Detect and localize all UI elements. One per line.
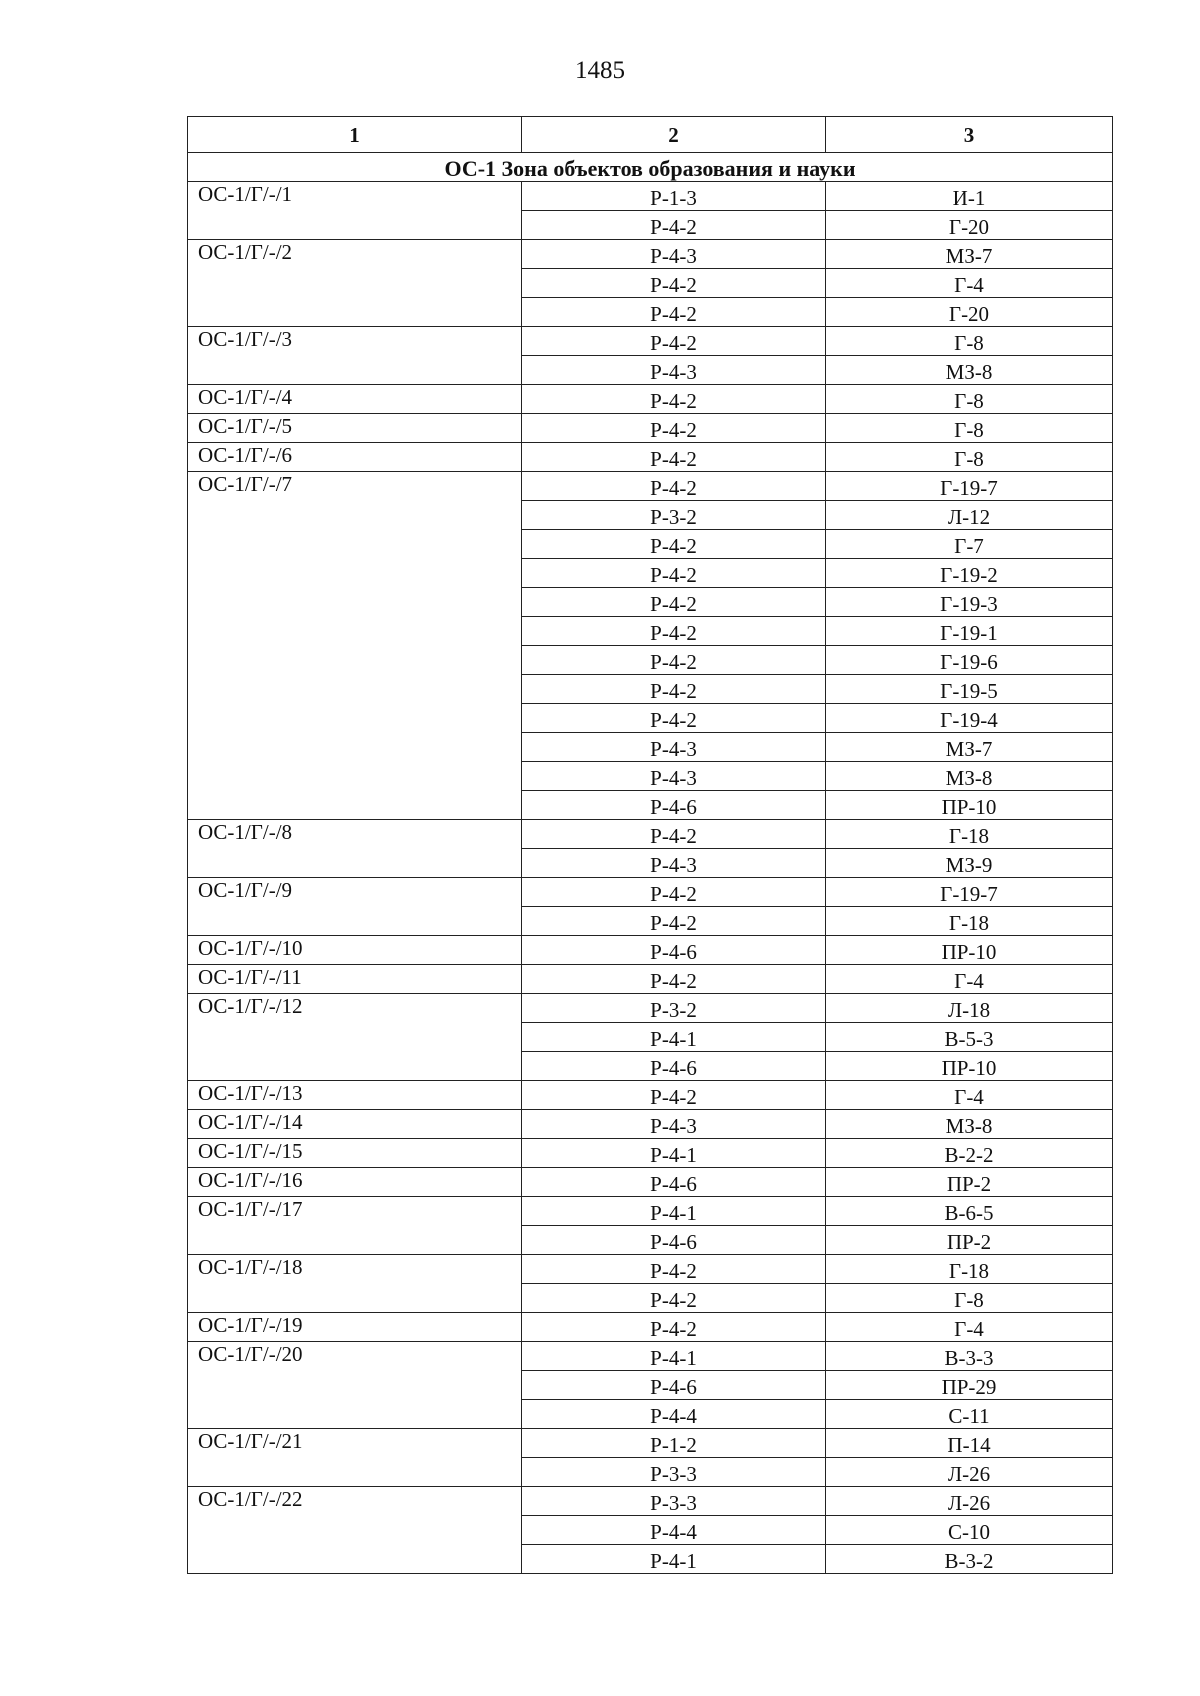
regulation-code-cell: Р-4-1 bbox=[522, 1139, 826, 1168]
object-code-cell: Л-26 bbox=[826, 1487, 1113, 1516]
object-code-cell: Г-19-7 bbox=[826, 472, 1113, 501]
zone-table bbox=[187, 116, 1113, 1574]
table-row bbox=[188, 240, 1113, 269]
table-row bbox=[188, 1081, 1113, 1110]
regulation-code-cell: Р-1-2 bbox=[522, 1429, 826, 1458]
regulation-code-cell: Р-4-2 bbox=[522, 269, 826, 298]
regulation-code-cell: Р-4-2 bbox=[522, 559, 826, 588]
regulation-code-cell: Р-4-6 bbox=[522, 1168, 826, 1197]
zone-code-cell: ОС-1/Г/-/6 bbox=[188, 443, 522, 472]
table-row bbox=[188, 443, 1113, 472]
regulation-code-cell: Р-4-2 bbox=[522, 646, 826, 675]
table-row bbox=[188, 1342, 1113, 1371]
zone-code-cell: ОС-1/Г/-/4 bbox=[188, 385, 522, 414]
object-code-cell: Г-19-7 bbox=[826, 878, 1113, 907]
column-header-3: 3 bbox=[826, 117, 1113, 153]
section-title: ОС-1 Зона объектов образования и науки bbox=[188, 153, 1113, 182]
regulation-code-cell: Р-4-4 bbox=[522, 1400, 826, 1429]
regulation-code-cell: Р-4-3 bbox=[522, 1110, 826, 1139]
regulation-code-cell: Р-4-1 bbox=[522, 1545, 826, 1574]
object-code-cell: Г-8 bbox=[826, 1284, 1113, 1313]
object-code-cell: Г-19-6 bbox=[826, 646, 1113, 675]
regulation-code-cell: Р-4-2 bbox=[522, 1081, 826, 1110]
table-row bbox=[188, 1313, 1113, 1342]
table-row bbox=[188, 1110, 1113, 1139]
object-code-cell: С-11 bbox=[826, 1400, 1113, 1429]
regulation-code-cell: Р-4-2 bbox=[522, 675, 826, 704]
object-code-cell: Л-18 bbox=[826, 994, 1113, 1023]
table-row bbox=[188, 1168, 1113, 1197]
object-code-cell: Г-4 bbox=[826, 1081, 1113, 1110]
regulation-code-cell: Р-4-2 bbox=[522, 385, 826, 414]
regulation-code-cell: Р-4-6 bbox=[522, 936, 826, 965]
regulation-code-cell: Р-3-3 bbox=[522, 1458, 826, 1487]
object-code-cell: Г-20 bbox=[826, 211, 1113, 240]
regulation-code-cell: Р-4-2 bbox=[522, 472, 826, 501]
zone-code-cell: ОС-1/Г/-/19 bbox=[188, 1313, 522, 1342]
zone-code-cell: ОС-1/Г/-/15 bbox=[188, 1139, 522, 1168]
zone-code-cell: ОС-1/Г/-/11 bbox=[188, 965, 522, 994]
regulation-code-cell: Р-4-6 bbox=[522, 1371, 826, 1400]
object-code-cell: ПР-2 bbox=[826, 1168, 1113, 1197]
object-code-cell: П-14 bbox=[826, 1429, 1113, 1458]
regulation-code-cell: Р-4-2 bbox=[522, 878, 826, 907]
regulation-code-cell: Р-4-2 bbox=[522, 530, 826, 559]
regulation-code-cell: Р-4-2 bbox=[522, 820, 826, 849]
page-number: 1485 bbox=[575, 57, 625, 84]
object-code-cell: В-2-2 bbox=[826, 1139, 1113, 1168]
object-code-cell: ПР-10 bbox=[826, 1052, 1113, 1081]
regulation-code-cell: Р-3-2 bbox=[522, 501, 826, 530]
object-code-cell: Л-12 bbox=[826, 501, 1113, 530]
object-code-cell: Г-4 bbox=[826, 965, 1113, 994]
regulation-code-cell: Р-4-2 bbox=[522, 1255, 826, 1284]
table-row bbox=[188, 1139, 1113, 1168]
regulation-code-cell: Р-4-3 bbox=[522, 240, 826, 269]
regulation-code-cell: Р-3-2 bbox=[522, 994, 826, 1023]
column-header-1: 1 bbox=[188, 117, 522, 153]
zone-code-cell: ОС-1/Г/-/12 bbox=[188, 994, 522, 1081]
table-row bbox=[188, 1197, 1113, 1226]
object-code-cell: Г-19-5 bbox=[826, 675, 1113, 704]
zone-code-cell: ОС-1/Г/-/14 bbox=[188, 1110, 522, 1139]
regulation-code-cell: Р-4-2 bbox=[522, 588, 826, 617]
table-row bbox=[188, 1255, 1113, 1284]
header-row bbox=[188, 117, 1113, 153]
table-row bbox=[188, 965, 1113, 994]
zone-code-cell: ОС-1/Г/-/17 bbox=[188, 1197, 522, 1255]
table-row bbox=[188, 182, 1113, 211]
table-row bbox=[188, 385, 1113, 414]
zone-code-cell: ОС-1/Г/-/20 bbox=[188, 1342, 522, 1429]
zone-code-cell: ОС-1/Г/-/21 bbox=[188, 1429, 522, 1487]
object-code-cell: Г-8 bbox=[826, 385, 1113, 414]
section-row bbox=[188, 153, 1113, 182]
regulation-code-cell: Р-4-6 bbox=[522, 1052, 826, 1081]
object-code-cell: Г-4 bbox=[826, 1313, 1113, 1342]
object-code-cell: МЗ-8 bbox=[826, 356, 1113, 385]
zone-code-cell: ОС-1/Г/-/22 bbox=[188, 1487, 522, 1574]
zone-code-cell: ОС-1/Г/-/2 bbox=[188, 240, 522, 327]
column-header-2: 2 bbox=[522, 117, 826, 153]
regulation-code-cell: Р-4-1 bbox=[522, 1342, 826, 1371]
zone-code-cell: ОС-1/Г/-/3 bbox=[188, 327, 522, 385]
regulation-code-cell: Р-4-2 bbox=[522, 443, 826, 472]
object-code-cell: Г-18 bbox=[826, 1255, 1113, 1284]
regulation-code-cell: Р-4-2 bbox=[522, 327, 826, 356]
table-body bbox=[188, 153, 1113, 1574]
regulation-code-cell: Р-4-2 bbox=[522, 907, 826, 936]
zone-code-cell: ОС-1/Г/-/9 bbox=[188, 878, 522, 936]
object-code-cell: И-1 bbox=[826, 182, 1113, 211]
regulation-code-cell: Р-4-4 bbox=[522, 1516, 826, 1545]
object-code-cell: Г-8 bbox=[826, 414, 1113, 443]
regulation-code-cell: Р-4-2 bbox=[522, 298, 826, 327]
regulation-code-cell: Р-4-2 bbox=[522, 965, 826, 994]
object-code-cell: Г-8 bbox=[826, 327, 1113, 356]
object-code-cell: В-5-3 bbox=[826, 1023, 1113, 1052]
regulation-code-cell: Р-4-1 bbox=[522, 1023, 826, 1052]
object-code-cell: Г-8 bbox=[826, 443, 1113, 472]
object-code-cell: МЗ-8 bbox=[826, 1110, 1113, 1139]
regulation-code-cell: Р-3-3 bbox=[522, 1487, 826, 1516]
zone-code-cell: ОС-1/Г/-/7 bbox=[188, 472, 522, 820]
table-row bbox=[188, 1487, 1113, 1516]
object-code-cell: Г-4 bbox=[826, 269, 1113, 298]
table-row bbox=[188, 414, 1113, 443]
regulation-code-cell: Р-4-1 bbox=[522, 1197, 826, 1226]
table-row bbox=[188, 820, 1113, 849]
zone-code-cell: ОС-1/Г/-/8 bbox=[188, 820, 522, 878]
regulation-code-cell: Р-4-2 bbox=[522, 211, 826, 240]
table-row bbox=[188, 1429, 1113, 1458]
regulation-code-cell: Р-4-2 bbox=[522, 1284, 826, 1313]
zone-code-cell: ОС-1/Г/-/16 bbox=[188, 1168, 522, 1197]
regulation-code-cell: Р-4-2 bbox=[522, 704, 826, 733]
table-row bbox=[188, 994, 1113, 1023]
table-row bbox=[188, 472, 1113, 501]
regulation-code-cell: Р-4-3 bbox=[522, 733, 826, 762]
regulation-code-cell: Р-4-2 bbox=[522, 414, 826, 443]
regulation-code-cell: Р-4-6 bbox=[522, 1226, 826, 1255]
object-code-cell: Г-7 bbox=[826, 530, 1113, 559]
zone-code-cell: ОС-1/Г/-/10 bbox=[188, 936, 522, 965]
object-code-cell: ПР-10 bbox=[826, 791, 1113, 820]
object-code-cell: МЗ-9 bbox=[826, 849, 1113, 878]
zone-code-cell: ОС-1/Г/-/5 bbox=[188, 414, 522, 443]
regulation-code-cell: Р-4-2 bbox=[522, 617, 826, 646]
object-code-cell: ПР-10 bbox=[826, 936, 1113, 965]
object-code-cell: Г-18 bbox=[826, 820, 1113, 849]
object-code-cell: Г-19-2 bbox=[826, 559, 1113, 588]
object-code-cell: Г-19-3 bbox=[826, 588, 1113, 617]
object-code-cell: В-3-2 bbox=[826, 1545, 1113, 1574]
regulation-code-cell: Р-4-3 bbox=[522, 356, 826, 385]
object-code-cell: МЗ-7 bbox=[826, 733, 1113, 762]
object-code-cell: ПР-2 bbox=[826, 1226, 1113, 1255]
table-row bbox=[188, 936, 1113, 965]
table-row bbox=[188, 327, 1113, 356]
regulation-code-cell: Р-4-3 bbox=[522, 849, 826, 878]
object-code-cell: ПР-29 bbox=[826, 1371, 1113, 1400]
object-code-cell: С-10 bbox=[826, 1516, 1113, 1545]
object-code-cell: Л-26 bbox=[826, 1458, 1113, 1487]
object-code-cell: Г-20 bbox=[826, 298, 1113, 327]
object-code-cell: Г-18 bbox=[826, 907, 1113, 936]
regulation-code-cell: Р-4-3 bbox=[522, 762, 826, 791]
regulation-code-cell: Р-4-2 bbox=[522, 1313, 826, 1342]
object-code-cell: МЗ-8 bbox=[826, 762, 1113, 791]
zone-code-cell: ОС-1/Г/-/1 bbox=[188, 182, 522, 240]
zone-code-cell: ОС-1/Г/-/18 bbox=[188, 1255, 522, 1313]
object-code-cell: В-6-5 bbox=[826, 1197, 1113, 1226]
object-code-cell: Г-19-4 bbox=[826, 704, 1113, 733]
table-row bbox=[188, 878, 1113, 907]
regulation-code-cell: Р-1-3 bbox=[522, 182, 826, 211]
object-code-cell: Г-19-1 bbox=[826, 617, 1113, 646]
zone-code-cell: ОС-1/Г/-/13 bbox=[188, 1081, 522, 1110]
object-code-cell: В-3-3 bbox=[826, 1342, 1113, 1371]
regulation-code-cell: Р-4-6 bbox=[522, 791, 826, 820]
object-code-cell: МЗ-7 bbox=[826, 240, 1113, 269]
